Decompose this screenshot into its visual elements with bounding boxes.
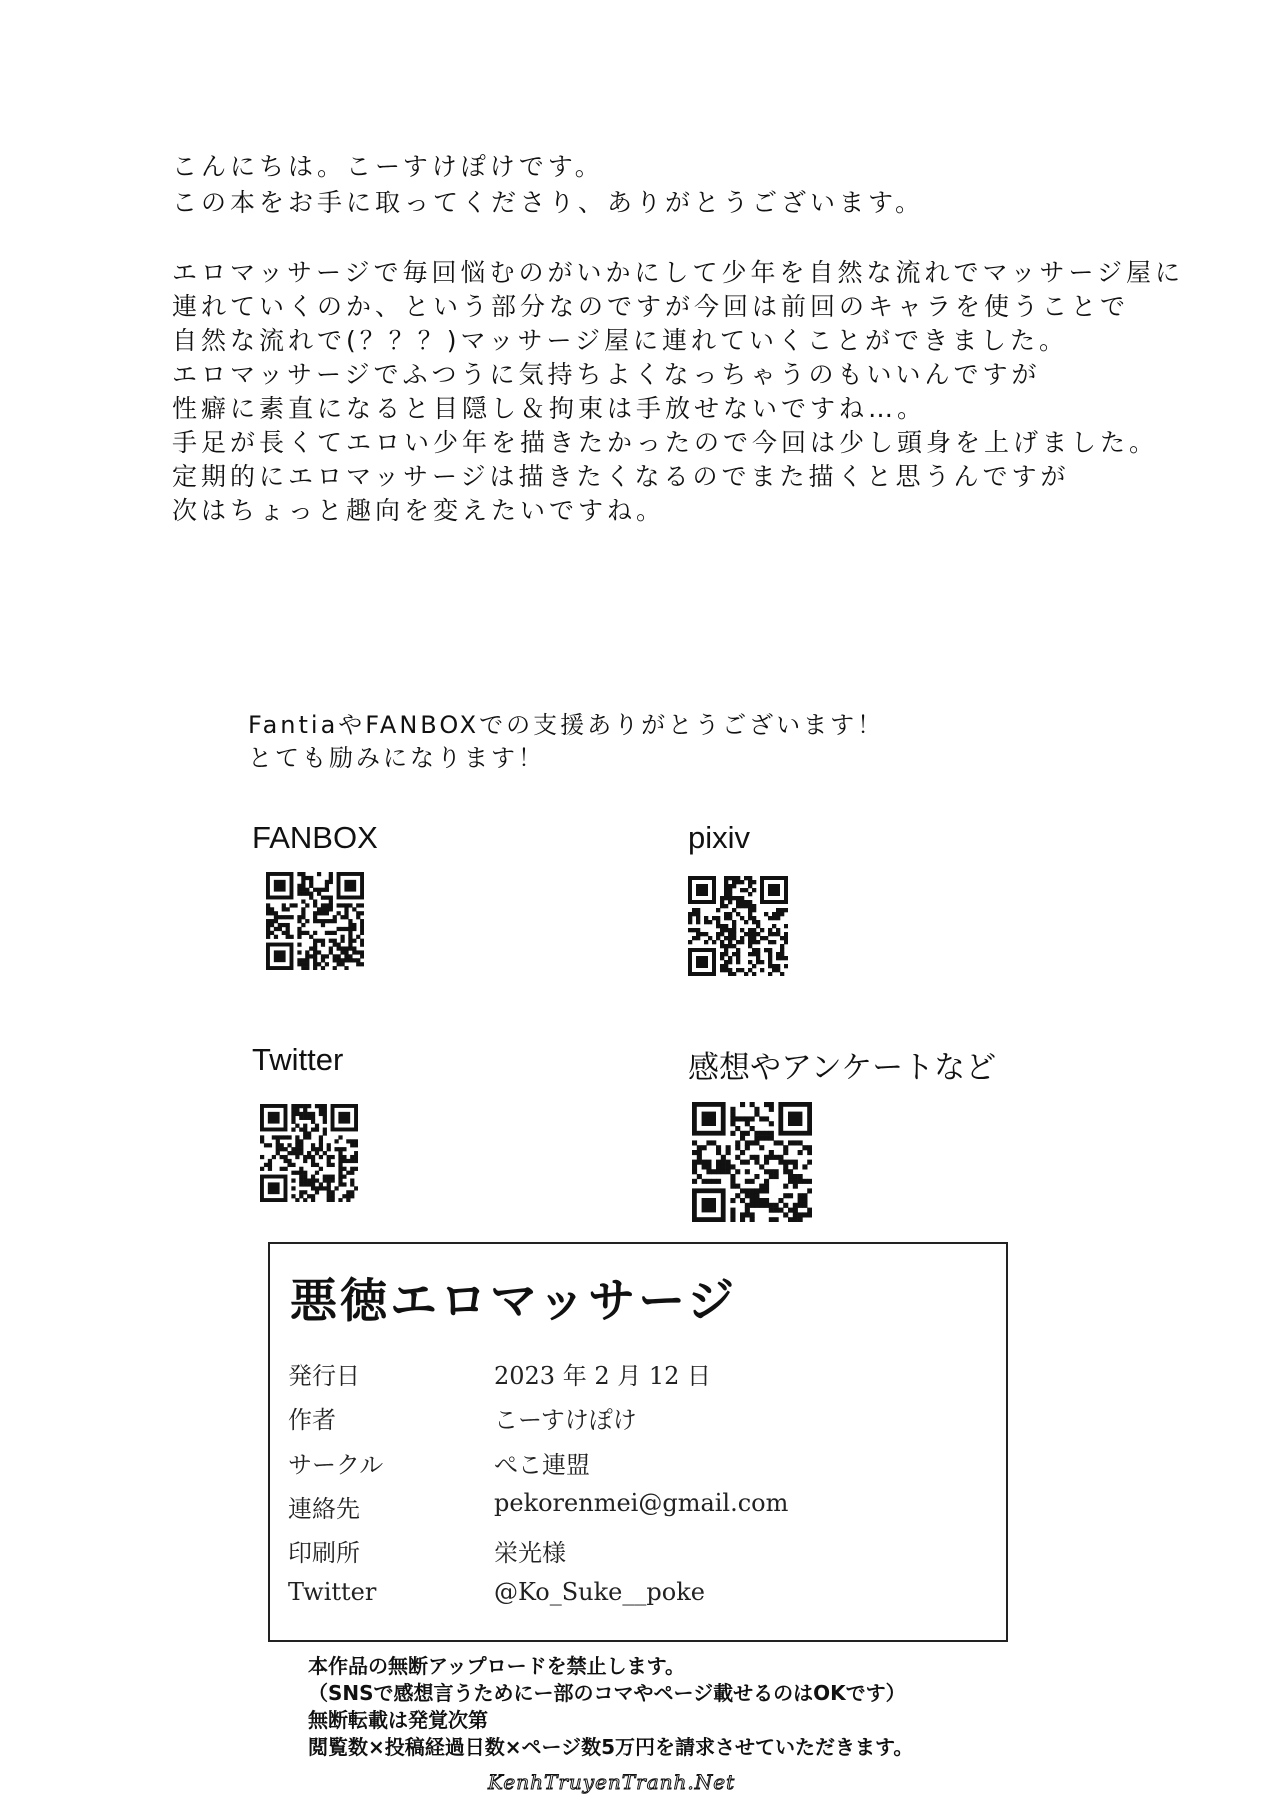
twitter-handle-link[interactable]: @Ko_Suke__poke	[494, 1578, 705, 1606]
colophon-row-contact	[288, 1489, 988, 1529]
notice-line: （SNSで感想言うためにー部のコマやページ載せるのはOKです）	[308, 1681, 906, 1705]
pixiv-qr-icon[interactable]	[688, 876, 788, 976]
support-line: FantiaやFANBOXでの支援ありがとうございます！	[248, 711, 885, 739]
colophon-label: 印刷所	[288, 1539, 360, 1567]
qr-label-pixiv: pixiv	[688, 820, 751, 855]
colophon-label: 連絡先	[288, 1495, 360, 1523]
twitter-qr-icon[interactable]	[260, 1104, 358, 1202]
colophon-label: 作者	[288, 1406, 336, 1434]
notice-line: 閲覧数×投稿経過日数×ページ数5万円を請求させていただきます。	[308, 1735, 914, 1759]
colophon-row-twitter	[288, 1578, 988, 1618]
intro-line: 手足が長くてエロい少年を描きたかったので今回は少し頭身を上げました。	[172, 428, 1159, 457]
intro-line: エロマッサージで毎回悩むのがいかにして少年を自然な流れでマッサージ屋に	[172, 258, 1185, 287]
colophon-value: ぺこ連盟	[494, 1451, 590, 1479]
support-line: とても励みになります！	[248, 744, 545, 772]
intro-line: この本をお手に取ってくださり、ありがとうございます。	[172, 188, 925, 217]
colophon-label: Twitter	[288, 1578, 377, 1606]
colophon-label: サークル	[288, 1451, 384, 1479]
survey-qr-icon[interactable]	[692, 1102, 812, 1222]
qr-block-survey	[688, 1042, 996, 1087]
intro-line: 定期的にエロマッサージは描きたくなるのでまた描くと思うんですが	[172, 462, 1070, 491]
colophon-row-author	[288, 1400, 988, 1440]
colophon-value: 2023 年 2 月 12 日	[494, 1362, 712, 1390]
colophon-row-date	[288, 1356, 988, 1396]
qr-block-fanbox	[252, 820, 378, 856]
colophon-value: こーすけぽけ	[494, 1406, 637, 1434]
contact-email-link[interactable]: pekorenmei@gmail.com	[494, 1489, 789, 1517]
intro-line: こんにちは。こーすけぽけです。	[172, 152, 604, 181]
qr-label-survey: 感想やアンケートなど	[688, 1050, 997, 1085]
intro-line: 次はちょっと趣向を変えたいですね。	[172, 496, 666, 525]
colophon-value: 栄光様	[494, 1539, 566, 1567]
colophon-box	[268, 1242, 1008, 1642]
colophon-row-printer	[288, 1533, 988, 1573]
book-title: 悪徳エロマッサージ	[290, 1274, 738, 1329]
intro-line: 性癖に素直になると目隠し＆拘束は手放せないですね…。	[172, 394, 927, 423]
watermark: KenhTruyenTranh.Net	[488, 1770, 736, 1794]
notice-line: 無断転載は発覚次第	[308, 1708, 488, 1732]
notice-line: 本作品の無断アップロードを禁止します。	[308, 1654, 685, 1678]
qr-label-twitter: Twitter	[252, 1042, 344, 1077]
fanbox-qr-icon[interactable]	[266, 872, 364, 970]
qr-label-fanbox: FANBOX	[252, 820, 378, 855]
intro-line: 連れていくのか、という部分なのですが今回は前回のキャラを使うことで	[172, 292, 1130, 321]
intro-line: 自然な流れで(？？？)マッサージ屋に連れていくことができました。	[172, 326, 1069, 355]
qr-block-pixiv	[688, 820, 750, 856]
intro-line: エロマッサージでふつうに気持ちよくなっちゃうのもいいんですが	[172, 360, 1041, 389]
qr-block-twitter	[252, 1042, 343, 1078]
colophon-row-circle	[288, 1445, 988, 1485]
colophon-label: 発行日	[288, 1362, 360, 1390]
